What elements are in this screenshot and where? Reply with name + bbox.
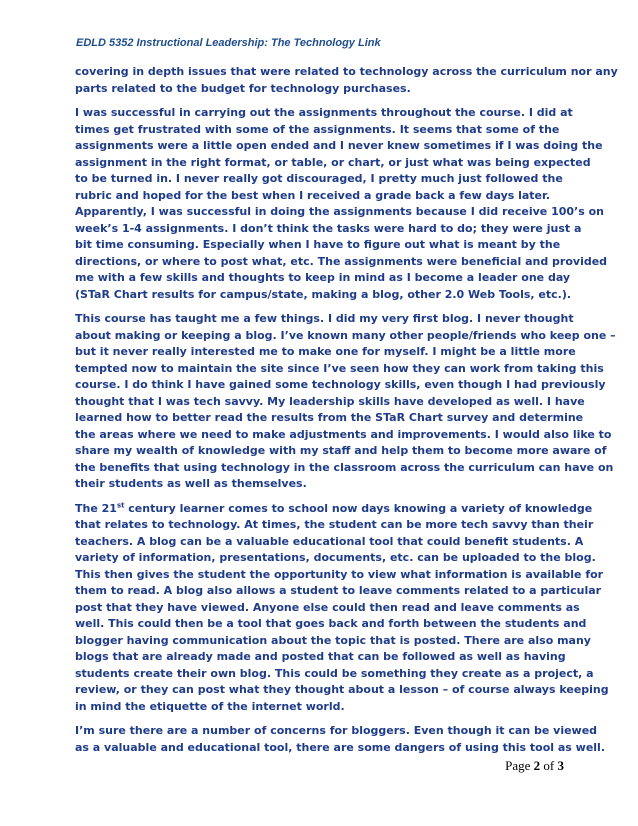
text-line: Apparently, I was successful in doing the assignments because I did receive 100’s on [75,205,604,218]
text-line: week’s 1-4 assignments. I don’t think the tasks were hard to do; they were just a [75,221,582,235]
text-line: variety of information, presentations, documents, etc. can be uploaded to the blog. [75,551,596,564]
total-pages-number: 3 [557,758,564,773]
text-line: the areas where we need to make adjustments and improvements. I would also like to [75,427,612,441]
page-number [505,758,564,774]
text-line: the benefits that using technology in the classroom across the curriculum can have on [75,460,614,474]
text-line: as a valuable and educational tool, there are some dangers of using this tool as well. [75,740,605,754]
text-line-with-superscript [75,500,593,518]
text-line: tempted now to maintain the site since I’ve seen how they can work from taking this [75,361,604,375]
text-line: about making or keeping a blog. I’ve known many other people/friends who keep one – [75,328,616,342]
text-line: well. This could then be a tool that goes back and forth between the students and [75,617,587,630]
text-line: to be turned in. I never really got discouraged, I pretty much just followed the [75,172,563,185]
text-line: blogs that are already made and posted that can be followed as well as having [75,650,566,663]
text-segment: The 21 [75,501,117,515]
text-line: in mind the etiquette of the internet world. [75,699,345,713]
paragraph-3 [75,311,616,493]
text-line: covering in depth issues that were related to technology across the curriculum nor any [75,65,618,78]
paragraph-5 [75,723,605,756]
text-line: that relates to technology. At times, the student can be more tech savvy than their [75,518,594,531]
text-line: teachers. A blog can be a valuable educational tool that could benefit students. A [75,534,584,548]
text-line: students create their own blog. This could be something they create as a project, a [75,666,594,680]
document-body [75,64,618,764]
text-line: This then gives the student the opportunity to view what information is available for [75,567,604,581]
text-line: This course has taught me a few things. I did my very first blog. I never thought [75,312,574,325]
text-line: parts related to the budget for technology purchases. [75,81,411,95]
text-line: course. I do think I have gained some technology skills, even though I had previously [75,378,606,391]
text-line: rubric and hoped for the best when I received a grade back a few days later. [75,188,551,202]
paragraph-1 [75,64,618,97]
paragraph-2 [75,105,608,303]
text-line: I was successful in carrying out the assignments throughout the course. I did at [75,106,573,119]
document-header: EDLD 5352 Instructional Leadership: The Technology Link [76,37,381,49]
text-line: assignments were a little open ended and I never knew sometimes if I was doing the [75,139,603,152]
text-line: thought that I was tech savvy. My leadership skills have developed as well. I have [75,394,585,408]
text-line: them to read. A blog also allows a student to leave comments related to a particular [75,584,602,597]
of-word: of [543,758,555,773]
text-line: bit time consuming. Especially when I have to figure out what is meant by the [75,238,561,251]
text-line: assignment in the right format, or table, or chart, or just what was being expected [75,155,591,169]
text-line: directions, or where to post what, etc. The assignments were beneficial and provided [75,254,608,268]
current-page-number: 2 [533,758,541,773]
text-line: review, or they can post what they thought about a lesson – of course always keeping [75,683,609,696]
text-line: learned how to better read the results from the STaR Chart survey and determine [75,411,584,424]
paragraph-4 [75,500,609,716]
text-line: (STaR Chart results for campus/state, making a blog, other 2.0 Web Tools, etc.). [75,287,572,301]
text-line: I’m sure there are a number of concerns for bloggers. Even though it can be viewed [75,724,598,737]
ordinal-superscript: st [116,500,125,509]
text-line: blogger having communication about the topic that is posted. There are also many [75,633,591,647]
text-line: me with a few skills and thoughts to keep in mind as I become a leader one day [75,271,571,284]
text-line: share my wealth of knowledge with my staff and help them to become more aware of [75,444,607,457]
text-line: their students as well as themselves. [75,477,307,490]
text-line: but it never really interested me to make one for myself. I might be a little more [75,345,576,358]
text-line: times get frustrated with some of the assignments. It seems that some of the [75,122,560,136]
text-line: post that they have viewed. Anyone else could then read and leave comments as [75,600,580,614]
text-segment: century learner comes to school now days knowing a variety of knowledge [124,501,593,515]
page-word: Page [505,758,531,773]
